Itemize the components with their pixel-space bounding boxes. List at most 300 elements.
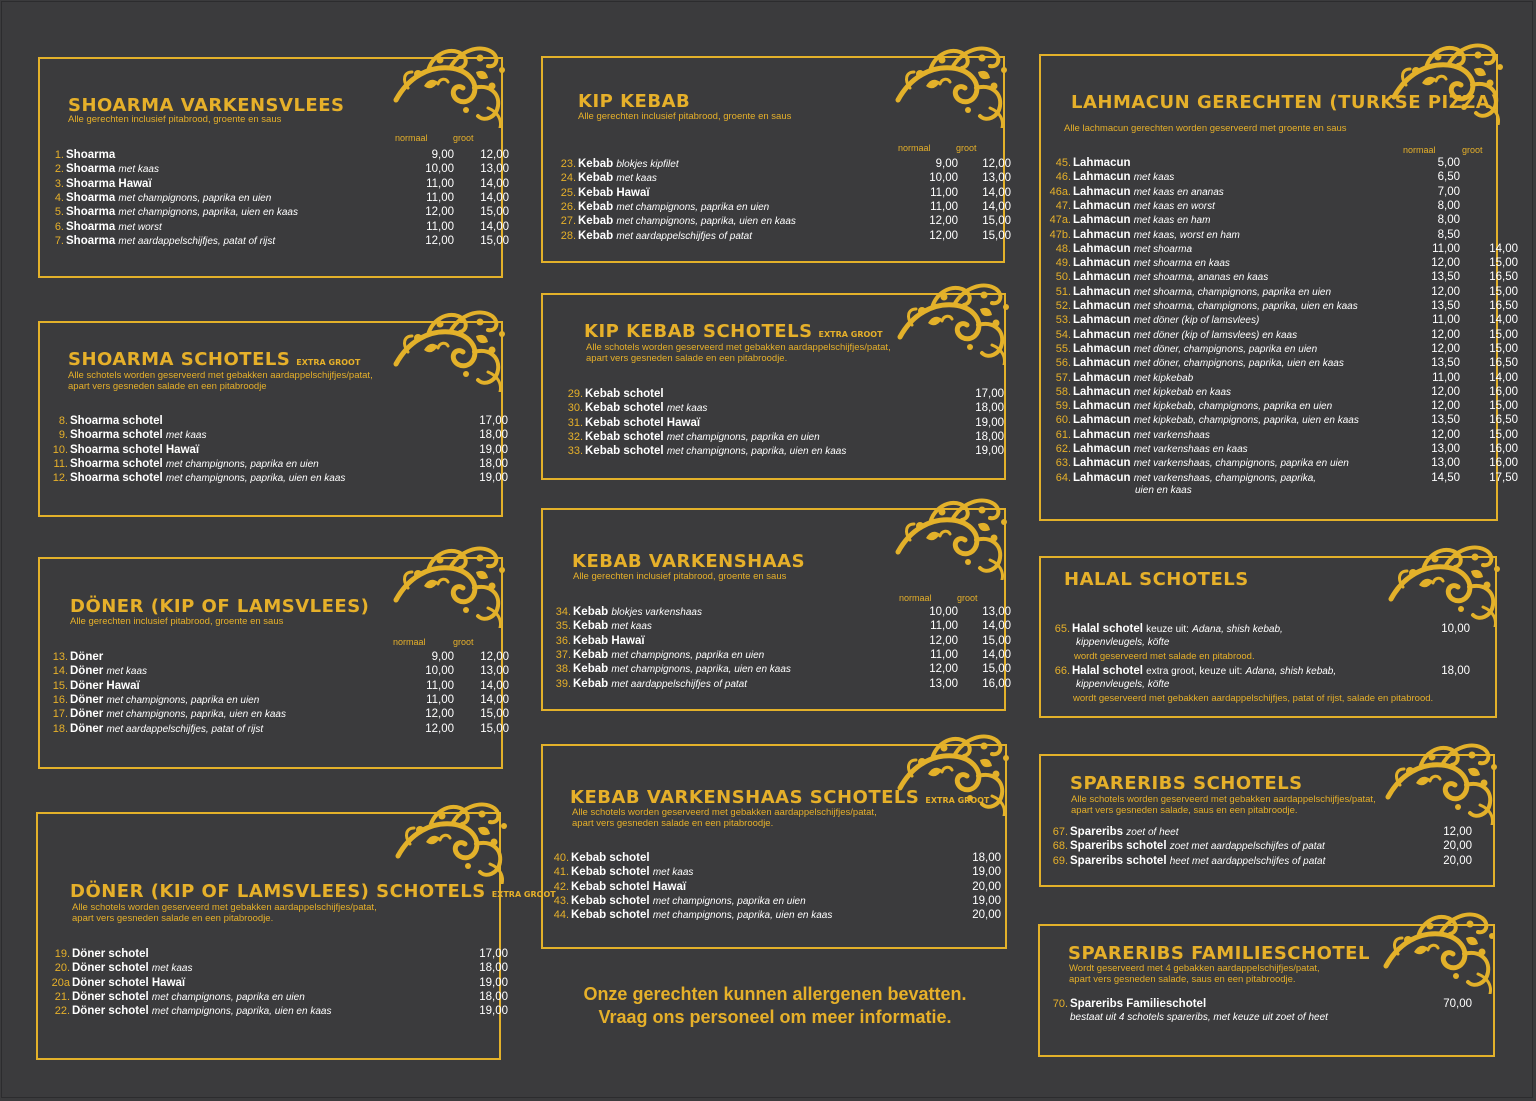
item-number: 57. xyxy=(1055,371,1071,384)
item-name xyxy=(1073,313,1259,328)
item-number: 8. xyxy=(58,415,68,427)
flourish-ornament-icon xyxy=(390,794,512,884)
item-price-groot: 14,00 xyxy=(982,200,1011,213)
item-number: 61. xyxy=(1055,428,1071,441)
extra-groot-label: EXTRA GROOT xyxy=(818,330,883,339)
item-price-normaal: 13,50 xyxy=(1431,271,1460,284)
menu-item xyxy=(540,444,1004,458)
item-number: 23. xyxy=(560,158,576,170)
item-desc: blokjes varkenshaas xyxy=(611,607,702,618)
item-desc: met kaas xyxy=(118,164,159,176)
item-name-text: Shoarma Hawaï xyxy=(66,177,152,190)
item-number: 55. xyxy=(1055,342,1071,355)
item-number: 5. xyxy=(54,206,64,219)
item-price-groot: 15,00 xyxy=(1489,285,1518,298)
item-number: 63. xyxy=(1055,457,1071,470)
item-number: 32. xyxy=(567,430,583,443)
item-name xyxy=(1073,256,1230,271)
item-number: 46a. xyxy=(1049,185,1071,198)
menu-item xyxy=(1040,270,1518,284)
item-number: 45. xyxy=(1055,157,1071,169)
item-desc: met kaas xyxy=(151,963,193,975)
item-desc: met shoarma xyxy=(1133,243,1193,255)
item-name-text: Shoarma schotel xyxy=(70,415,163,427)
menu-item xyxy=(30,457,508,471)
menu-item xyxy=(540,214,1011,228)
item-name-text: Lahmacun xyxy=(1073,371,1131,384)
item-desc: met champignons, paprika, uien en kaas xyxy=(616,216,796,228)
section-title: SPARERIBS SCHOTELS xyxy=(1070,773,1303,794)
menu-item xyxy=(1040,997,1490,1011)
menu-item xyxy=(30,234,509,248)
item-name xyxy=(573,648,764,663)
item-name xyxy=(1073,213,1210,228)
menu-item xyxy=(540,186,1011,200)
item-desc: met kipkebab xyxy=(1133,372,1194,384)
item-number: 2. xyxy=(54,163,64,176)
item-name-text: Shoarma xyxy=(66,149,116,161)
allergen-notice-line1: Onze gerechten kunnen allergenen bevatten. xyxy=(583,984,967,1004)
item-name-text: Döner xyxy=(70,722,104,735)
item-price-normaal: 12,00 xyxy=(425,206,454,219)
item-number: 9. xyxy=(58,429,68,442)
item-name xyxy=(1073,242,1192,257)
item-price-normaal: 11,00 xyxy=(1432,242,1460,255)
item-price-normaal: 5,00 xyxy=(1437,157,1460,169)
item-number: 4. xyxy=(54,191,64,204)
item-name xyxy=(70,722,263,737)
item-name-text: Lahmacun xyxy=(1073,471,1131,484)
item-number: 27. xyxy=(560,215,576,228)
item-price-normaal: 12,00 xyxy=(425,722,454,735)
item-name-text: Lahmacun xyxy=(1073,228,1131,241)
menu-item xyxy=(30,693,509,707)
item-price-groot: 15,00 xyxy=(982,663,1011,676)
item-desc: met kipkebab, champignons, paprika, uien en kaas xyxy=(1133,415,1359,427)
item-name-text: Kebab xyxy=(578,215,614,228)
item-name-text: Döner xyxy=(70,693,104,706)
allergen-notice-line2: Vraag ons personeel om meer informatie. xyxy=(598,1007,952,1027)
item-name-text: Halal schotel xyxy=(1072,623,1143,635)
item-number: 48. xyxy=(1055,242,1071,255)
item-number: 52. xyxy=(1055,300,1071,312)
menu-item xyxy=(540,605,1011,619)
item-name-text: Shoarma xyxy=(66,206,116,219)
item-desc: met kaas en worst xyxy=(1133,200,1215,212)
item-name-text: Kebab Hawaï xyxy=(578,186,650,199)
item-name xyxy=(573,619,652,634)
item-name xyxy=(573,605,702,620)
item-number: 1. xyxy=(54,149,64,161)
item-desc: met kaas en ananas xyxy=(1133,186,1224,198)
menu-item xyxy=(1040,442,1518,456)
item-price-groot: 15,00 xyxy=(1489,400,1518,413)
item-64-continued: uien en kaas xyxy=(1135,485,1192,496)
item-name-text: Döner schotel xyxy=(72,962,149,975)
item-note: wordt geserveerd met salade en pitabrood. xyxy=(1074,651,1255,662)
item-name xyxy=(1073,442,1248,457)
section-subtitle: Alle gerechten inclusief pitabrood, groente en saus xyxy=(68,114,282,125)
item-number: 54. xyxy=(1055,328,1071,341)
item-desc: met kaas xyxy=(616,173,657,185)
item-number: 20. xyxy=(54,962,70,975)
item-price-groot: 14,00 xyxy=(480,177,509,190)
menu-item xyxy=(1040,428,1518,442)
menu-item xyxy=(1040,825,1490,839)
item-number: 47. xyxy=(1055,199,1071,212)
section-title: KEBAB VARKENSHAAS xyxy=(572,551,806,572)
item-price-groot: 15,00 xyxy=(1489,342,1518,355)
item-price-normaal: 13,50 xyxy=(1431,300,1460,312)
item-name xyxy=(1073,270,1268,285)
item-price: 19,00 xyxy=(479,443,508,456)
item-name-text: Lahmacun xyxy=(1073,157,1131,169)
item-name xyxy=(1073,428,1210,443)
menu-item xyxy=(30,650,509,664)
item-number: 53. xyxy=(1055,314,1071,327)
item-desc: met kaas xyxy=(666,403,708,415)
item-price-normaal: 12,00 xyxy=(1431,342,1460,355)
item-name xyxy=(66,191,271,206)
item-number: 69. xyxy=(1052,854,1068,867)
section-subtitle: Alle gerechten inclusief pitabrood, groente en saus xyxy=(70,616,284,627)
item-desc: met kaas, worst en ham xyxy=(1133,229,1240,241)
item-name-text: Halal schotel xyxy=(1072,665,1143,677)
item-number: 65. xyxy=(1054,623,1070,635)
item-name-text: Lahmacun xyxy=(1073,428,1131,441)
item-desc2: kippenvleugels, köfte xyxy=(1076,637,1170,648)
item-desc: zoet met aardappelschijfes of patat xyxy=(1169,841,1325,853)
item-desc: met kaas xyxy=(106,666,148,678)
item-name-text: Lahmacun xyxy=(1073,457,1131,470)
item-price-normaal: 12,00 xyxy=(1431,328,1460,341)
item-name-text: Lahmacun xyxy=(1073,414,1131,427)
item-price-normaal: 12,00 xyxy=(929,663,958,676)
item-desc: met champignons, paprika, uien en kaas xyxy=(151,1006,332,1018)
flourish-ornament-icon xyxy=(890,490,1012,580)
item-price-normaal: 12,00 xyxy=(425,708,454,721)
item-name xyxy=(66,177,152,192)
item-price-groot: 16,00 xyxy=(982,677,1011,690)
item-price-groot: 16,50 xyxy=(1489,271,1518,284)
item-number: 56. xyxy=(1055,357,1071,370)
item-price-normaal: 14,50 xyxy=(1431,471,1460,484)
item-price: 18,00 xyxy=(479,962,508,975)
menu-item xyxy=(30,722,509,736)
item-desc: met champignons, paprika en uien xyxy=(616,201,770,213)
item-price-normaal: 11,00 xyxy=(426,693,454,706)
menu-item xyxy=(1040,839,1490,853)
item-name-text: Kebab schotel xyxy=(571,852,650,864)
item-name xyxy=(571,908,832,923)
menu-item xyxy=(540,401,1004,415)
item-price-groot: 16,50 xyxy=(1489,300,1518,312)
item-name-text: Kebab schotel xyxy=(571,866,650,879)
item-desc: met varkenshaas, champignons, paprika, xyxy=(1133,472,1317,484)
item-desc: met champignons, paprika, uien en kaas xyxy=(666,446,847,458)
item-number: 17. xyxy=(52,708,68,721)
flourish-ornament-icon xyxy=(388,302,510,392)
item-desc: met kaas xyxy=(1133,172,1175,184)
item-price-normaal: 10,00 xyxy=(929,172,958,185)
item-name xyxy=(1073,185,1224,200)
item-name-text: Spareribs xyxy=(1070,826,1124,838)
item-number: 66. xyxy=(1054,665,1070,677)
item-number: 7. xyxy=(54,234,64,247)
item-price: 18,00 xyxy=(479,429,508,442)
item-price-normaal: 11,00 xyxy=(930,648,958,661)
menu-item xyxy=(30,961,508,975)
menu-item xyxy=(1040,199,1495,213)
item-name xyxy=(70,679,140,694)
item-desc: met döner (kip of lamsvlees) en kaas xyxy=(1133,329,1298,341)
item-price-normaal: 13,50 xyxy=(1431,414,1460,427)
item-name xyxy=(571,865,693,880)
item-name xyxy=(66,220,162,235)
item-price-groot: 14,00 xyxy=(480,191,509,204)
section-subtitle: Alle schotels worden geserveerd met gebakken aardappelschijfjes/patat, xyxy=(572,807,877,818)
item-name-text: Shoarma xyxy=(66,220,116,233)
item-name-text: Kebab schotel xyxy=(585,430,664,443)
section-subtitle: apart vers gesneden salade en een pitabroodje. xyxy=(572,818,774,829)
menu-item xyxy=(1040,313,1518,327)
item-number: 15. xyxy=(52,679,68,692)
item-name-text: Spareribs schotel xyxy=(1070,840,1167,853)
item-desc: Adana, shish kebab, xyxy=(1192,624,1283,635)
item-name-text: Kebab xyxy=(578,229,614,242)
item-desc: met champignons, paprika en uien xyxy=(118,192,272,204)
item-number: 58. xyxy=(1055,385,1071,398)
item-price-normaal: 12,00 xyxy=(1431,385,1460,398)
item-price-groot: 14,00 xyxy=(982,620,1011,633)
menu-item xyxy=(540,634,1011,648)
menu-item xyxy=(30,220,509,234)
item-desc: met worst xyxy=(118,221,162,233)
section-subtitle: apart vers gesneden salade en een pitabroodje. xyxy=(72,913,274,924)
item-price-groot: 12,00 xyxy=(480,149,509,161)
item-name-text: Shoarma schotel xyxy=(70,472,163,485)
item-note: wordt geserveerd met gebakken aardappelschijfjes, patat of rijst, salade en pitabrood. xyxy=(1073,693,1434,704)
item-name xyxy=(70,707,286,722)
section-subtitle: apart vers gesneden salade en een pitabroodje. xyxy=(586,353,788,364)
item-number: 43. xyxy=(553,894,569,907)
item-price-groot: 15,00 xyxy=(480,234,509,247)
item-name xyxy=(1073,356,1344,371)
extra-groot-label: EXTRA GROOT xyxy=(491,890,556,899)
item-number: 42. xyxy=(553,880,569,893)
flourish-ornament-icon xyxy=(388,538,510,628)
item-name xyxy=(571,851,650,866)
item-name-text: Lahmacun xyxy=(1073,385,1131,398)
item-name xyxy=(72,976,185,991)
item-price-normaal: 9,00 xyxy=(935,158,958,170)
item-price: 18,00 xyxy=(1441,665,1470,677)
item-name-text: Kebab schotel Hawaï xyxy=(585,416,701,429)
item-name-text: Lahmacun xyxy=(1073,171,1131,184)
item-price-groot: 15,00 xyxy=(1489,428,1518,441)
item-name xyxy=(1073,156,1131,171)
menu-item xyxy=(30,443,508,457)
col-groot: groot xyxy=(453,637,474,647)
item-price-normaal: 8,50 xyxy=(1437,228,1460,241)
item-name-text: Shoarma schotel Hawaï xyxy=(70,443,200,456)
item-name xyxy=(72,1004,331,1019)
menu-item xyxy=(540,648,1011,662)
item-price-groot: 15,00 xyxy=(480,708,509,721)
menu-item xyxy=(1040,371,1518,385)
item-price-groot: 15,00 xyxy=(1489,328,1518,341)
item-name-text: Kebab xyxy=(578,158,614,170)
item-desc: met varkenshaas, champignons, paprika en uien xyxy=(1133,458,1349,470)
section-title: KIP KEBAB xyxy=(578,91,691,112)
item-number: 47a. xyxy=(1049,214,1071,227)
item-price: 18,00 xyxy=(975,402,1004,415)
item-desc: met champignons, paprika, uien en kaas xyxy=(611,664,791,676)
section-subtitle: Alle schotels worden geserveerd met gebakken aardappelschijfjes/patat, xyxy=(68,370,373,381)
item-price-normaal: 12,00 xyxy=(1431,400,1460,413)
menu-item xyxy=(1040,213,1495,227)
item-name xyxy=(573,662,791,677)
item-number: 10. xyxy=(52,443,68,456)
section-title: HALAL SCHOTELS xyxy=(1064,569,1249,590)
section-subtitle: apart vers gesneden salade, saus en een pitabroodje. xyxy=(1071,805,1298,816)
item-name-text: Shoarma schotel xyxy=(70,429,163,442)
item-name xyxy=(1070,825,1179,840)
item-desc: met varkenshaas en kaas xyxy=(1133,444,1248,455)
item-number: 40. xyxy=(553,852,569,864)
item-name-text: Lahmacun xyxy=(1073,342,1131,355)
item-price-groot: 14,00 xyxy=(982,648,1011,661)
item-desc: met döner, champignons, paprika, uien en kaas xyxy=(1133,358,1344,370)
menu-item xyxy=(540,677,1011,691)
item-price-groot: 14,00 xyxy=(982,186,1011,199)
menu-item xyxy=(1040,156,1495,170)
flourish-ornament-icon xyxy=(1383,537,1505,627)
col-groot: groot xyxy=(453,133,474,143)
item-price: 20,00 xyxy=(972,909,1001,922)
item-number: 30. xyxy=(567,402,583,415)
item-number: 11. xyxy=(53,457,68,470)
menu-item xyxy=(1040,854,1490,868)
item-desc: met kaas xyxy=(611,621,652,633)
item-number: 24. xyxy=(560,172,576,185)
item-number: 59. xyxy=(1055,400,1071,413)
item-desc: met champignons, paprika en uien xyxy=(611,649,765,661)
item-desc: zoet of heet xyxy=(1126,827,1179,838)
item-price-normaal: 11,00 xyxy=(426,191,454,204)
item-price: 18,00 xyxy=(975,430,1004,443)
item-name xyxy=(573,677,747,692)
item-name xyxy=(70,471,345,486)
item-price-groot: 13,00 xyxy=(982,172,1011,185)
item-number: 68. xyxy=(1052,840,1068,853)
item-name xyxy=(578,229,752,244)
item-number: 60. xyxy=(1055,414,1071,427)
menu-item xyxy=(540,662,1011,676)
item-price: 19,00 xyxy=(972,894,1001,907)
item-number: 18. xyxy=(52,722,68,735)
item-price-groot: 13,00 xyxy=(480,163,509,176)
item-number: 70. xyxy=(1052,998,1068,1010)
menu-item xyxy=(30,990,508,1004)
menu-item xyxy=(30,1004,508,1018)
item-desc: met kaas xyxy=(165,430,207,442)
item-name-text: Döner xyxy=(70,651,104,663)
item-price-normaal: 11,00 xyxy=(930,620,958,633)
item-price-normaal: 9,00 xyxy=(431,651,454,663)
item-price-normaal: 13,00 xyxy=(929,677,958,690)
menu-item xyxy=(540,851,1000,865)
item-name-text: Lahmacun xyxy=(1073,285,1131,298)
menu-item xyxy=(1040,256,1518,270)
item-price-groot: 14,00 xyxy=(480,679,509,692)
item-name-text: Kebab xyxy=(573,677,609,690)
section-title: DÖNER (KIP OF LAMSVLEES) xyxy=(70,596,370,617)
item-price-normaal: 10,00 xyxy=(425,665,454,678)
item-name xyxy=(70,457,319,472)
item-desc-cont xyxy=(1076,636,1169,649)
item-text: extra groot, keuze uit: xyxy=(1146,666,1243,677)
item-desc: met varkenshaas xyxy=(1133,429,1210,441)
item-name xyxy=(578,214,796,229)
item-price-normaal: 8,00 xyxy=(1437,214,1460,227)
section-title-text: SHOARMA SCHOTELS xyxy=(68,349,291,370)
item-number: 20a xyxy=(51,976,70,989)
item-name-text: Lahmacun xyxy=(1073,271,1131,284)
item-price: 17,00 xyxy=(975,388,1004,400)
item-name-text: Lahmacun xyxy=(1073,257,1131,270)
item-price-normaal: 11,00 xyxy=(1432,314,1460,327)
item-price-groot: 12,00 xyxy=(480,651,509,663)
flourish-ornament-icon xyxy=(892,275,1014,365)
item-name-text: Döner schotel xyxy=(72,1005,149,1018)
item-name-text: Lahmacun xyxy=(1073,443,1131,455)
section-subtitle: Alle schotels worden geserveerd met gebakken aardappelschijfjes/patat, xyxy=(586,342,891,353)
item-price-normaal: 11,00 xyxy=(930,186,958,199)
item-price-groot: 15,00 xyxy=(982,215,1011,228)
item-name-text: Kebab schotel xyxy=(585,388,664,400)
col-normaal: normaal xyxy=(899,593,932,603)
item-number: 28. xyxy=(560,229,576,242)
item-name xyxy=(70,443,199,458)
item-name xyxy=(585,416,700,431)
item-desc: met shoarma, champignons, paprika, uien en kaas xyxy=(1133,301,1358,312)
item-number: 39. xyxy=(555,677,571,690)
item-name-text: Kebab xyxy=(578,200,614,213)
item-name-text: Shoarma xyxy=(66,191,116,204)
item-name xyxy=(70,693,259,708)
col-groot: groot xyxy=(957,593,978,603)
item-price: 19,00 xyxy=(975,416,1004,429)
menu-item xyxy=(30,664,509,678)
item-price: 20,00 xyxy=(1443,854,1472,867)
item-name-text: Döner xyxy=(70,708,104,721)
section-subtitle: apart vers gesneden salade en een pitabroodje xyxy=(68,381,267,392)
item-name-text: Kebab schotel xyxy=(585,445,664,458)
item-name xyxy=(578,186,650,201)
menu-item xyxy=(540,908,1000,922)
item-desc: blokjes kipfilet xyxy=(616,159,679,170)
item-name xyxy=(1070,839,1325,854)
item-name-text: Kebab xyxy=(573,663,609,676)
section-subtitle: Alle schotels worden geserveerd met gebakken aardappelschijfjes/patat, xyxy=(1071,794,1376,805)
item-name-text: Kebab schotel xyxy=(571,894,650,907)
menu-item xyxy=(1040,228,1495,242)
item-name xyxy=(1073,413,1359,428)
section-subtitle: Alle gerechten inclusief pitabrood, groente en saus xyxy=(573,571,787,582)
item-price-groot: 13,00 xyxy=(480,665,509,678)
item-name: Spareribs Familieschotel xyxy=(1070,998,1207,1010)
